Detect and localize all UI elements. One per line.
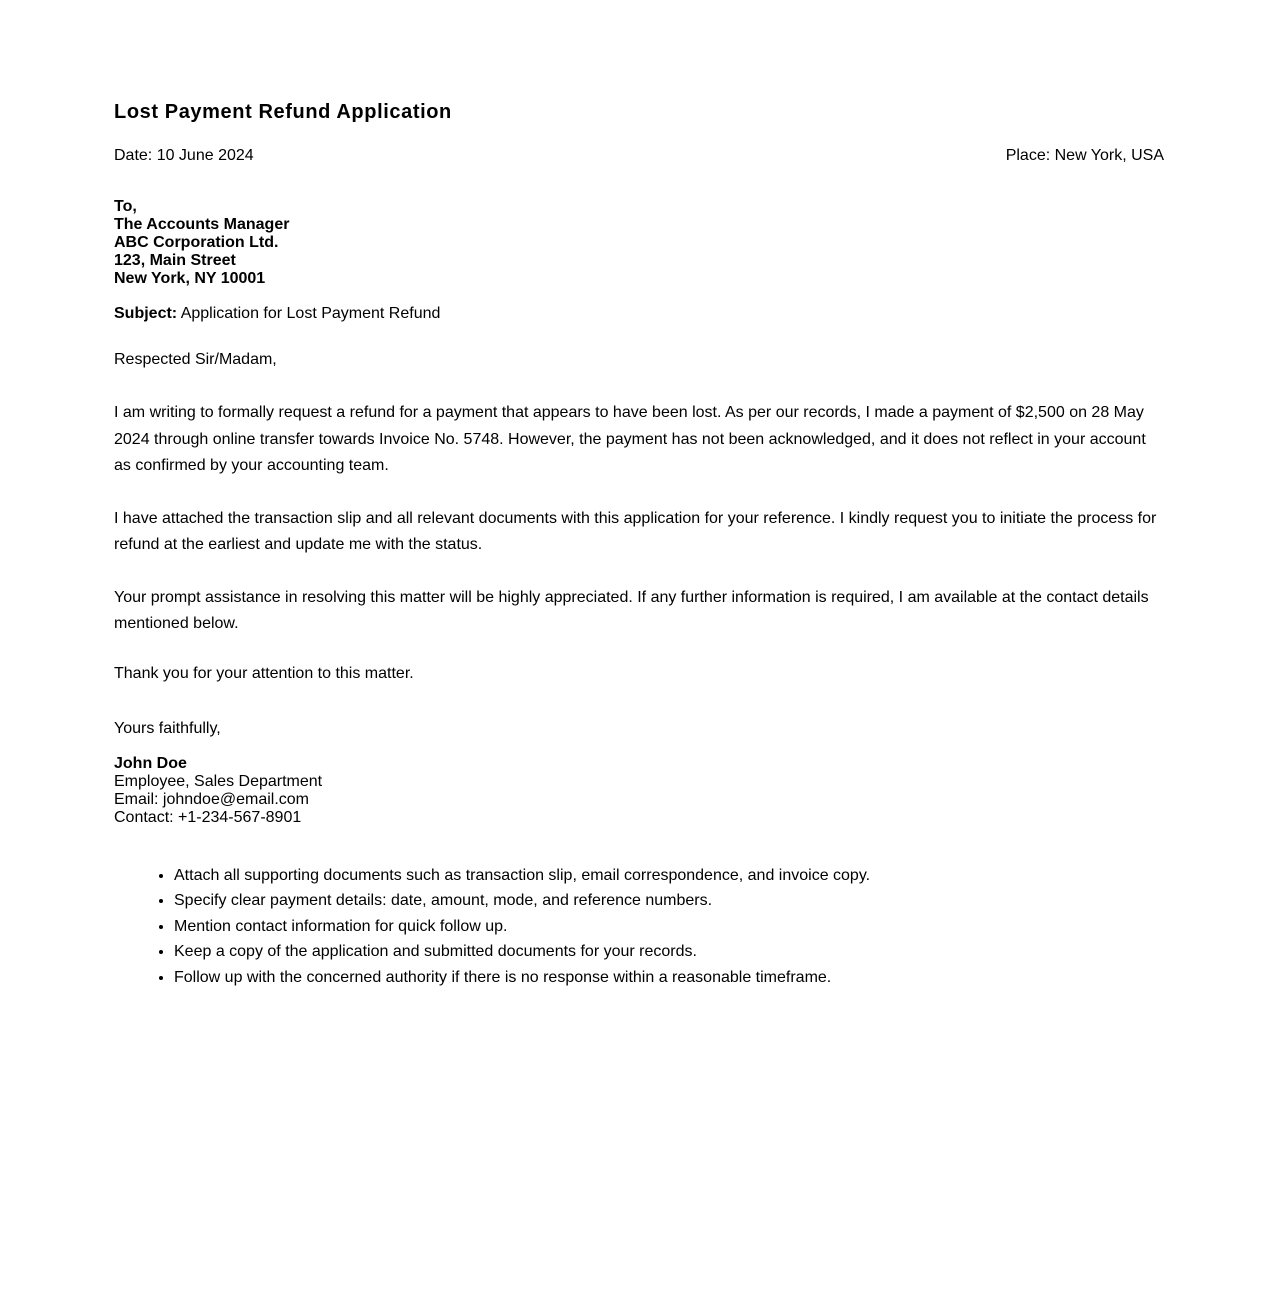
place-text: Place: New York, USA (1005, 147, 1164, 164)
list-item: • Attach all supporting documents such as transaction slip, email correspondence, and invoice copy. (174, 863, 1164, 889)
date-text: Date: 10 June 2024 (114, 147, 254, 164)
recipient-company: ABC Corporation Ltd. (114, 234, 279, 251)
document-title: Lost Payment Refund Application (114, 101, 452, 123)
recipient-address (114, 198, 1164, 288)
list-item: • Keep a copy of the application and submitted documents for your records. (174, 939, 1164, 965)
sender-position: Employee, Sales Department (114, 772, 323, 790)
recipient-street: 123, Main Street (114, 252, 236, 269)
date-place-row (114, 146, 1164, 166)
list-item: • Specify clear payment details: date, amount, mode, and reference numbers. (174, 888, 1164, 914)
list-item: • Follow up with the concerned authority if there is no response within a reasonable timeframe. (174, 965, 1164, 991)
letter-content (114, 98, 1164, 990)
tips-list (114, 863, 1164, 991)
subject-text: Application for Lost Payment Refund (177, 305, 441, 322)
recipient-role: The Accounts Manager (114, 216, 290, 233)
signature-block (114, 755, 1164, 827)
body-paragraph: I have attached the transaction slip and all relevant documents with this application for your reference. I kindly request you to initiate the process for refund at the earliest and update me with the status. (114, 509, 1157, 553)
closing-line: Yours faithfully, (114, 719, 221, 737)
thanks-line: Thank you for your attention to this matter. (114, 664, 414, 682)
salutation: Respected Sir/Madam, (114, 351, 277, 368)
subject-line (114, 304, 1164, 324)
sender-contact: Contact: +1-234-567-8901 (114, 808, 302, 826)
sender-name: John Doe (114, 754, 187, 772)
body-paragraph: I am writing to formally request a refund for a payment that appears to have been lost. As per our records, I made a payment of $2,500 on 28 May 2024 through online transfer towards Invoice No. 5748. However, the payment has not been acknowledged, and it does not reflect in your account as confirmed by your accounting team. (114, 404, 1146, 474)
subject-label: Subject: (114, 305, 178, 322)
recipient-city: New York, NY 10001 (114, 270, 266, 287)
list-item: • Mention contact information for quick follow up. (174, 914, 1164, 940)
body-paragraph: Your prompt assistance in resolving this matter will be highly appreciated. If any further information is required, I am available at the contact details mentioned below. (114, 588, 1149, 632)
sender-email: Email: johndoe@email.com (114, 790, 309, 808)
recipient-to: To, (114, 198, 137, 215)
